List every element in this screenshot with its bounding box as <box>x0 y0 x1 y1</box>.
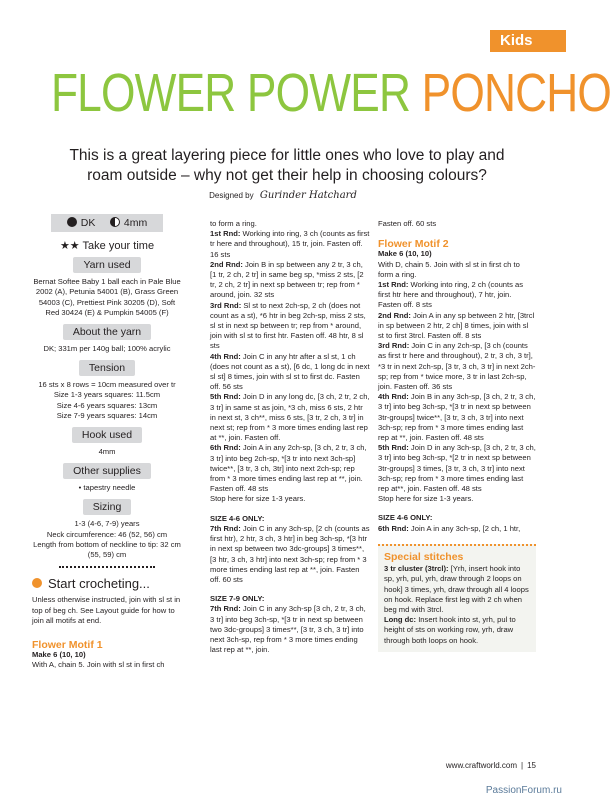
sizing-line: Neck circumference: 46 (52, 56) cm <box>46 529 168 539</box>
motif1-text: With A, chain 5. Join with sl st in first ch <box>32 660 165 670</box>
motif1-heading: Flower Motif 1 <box>32 639 103 652</box>
difficulty <box>32 241 182 251</box>
motif2-heading: Flower Motif 2 <box>378 238 449 251</box>
hook-size-icon <box>110 217 120 227</box>
footer-site: www.craftworld.com <box>445 761 518 770</box>
watermark: PassionForum.ru <box>485 785 562 796</box>
tension-line: Size 7-9 years squares: 14cm <box>56 410 158 420</box>
other-supplies-heading: Other supplies <box>63 463 151 479</box>
round-5: 5th Rnd: Join D in any long dc, [3 ch, 2 tr, 2 ch, 3 tr] in same st as join, *3 ch, miss 6 sts, 2 htr in next st, 3 ch**, miss 6 sts, [3 tr, 2 ch, 3 tr] in next st; rep from * 3 more times ending last rep at **, join. Fasten off. <box>210 392 370 443</box>
about-yarn-heading: About the yarn <box>63 324 151 340</box>
round-6-size-4-6: 6th Rnd: Join A in any 3ch-sp, [2 ch, 1 htr, <box>378 523 521 533</box>
tension-line: Size 1-3 years squares: 11.5cm <box>53 390 161 400</box>
other-supplies-text: • tapestry needle <box>78 483 136 493</box>
orange-dot-icon <box>32 578 42 588</box>
designer-signature: Gurinder Hatchard <box>259 190 357 201</box>
special-stitches-box <box>378 544 536 652</box>
text-line: to form a ring. <box>210 219 257 228</box>
sizing-line: Length from bottom of neckline to tip: 32 cm (55, 59) cm <box>33 539 181 560</box>
page-title <box>50 62 611 124</box>
hook-used-heading: Hook used <box>72 427 142 443</box>
yarn-weight-icon <box>67 217 77 227</box>
yarn-used-text: Bernat Softee Baby 1 ball each in Pale Blue 2002 (A), Petunia 54001 (B), Grass Green 54003 (C), Prettiest Pink 30205 (D), Soft Red 30424 (E) & Pumpkin 54005 (F) <box>33 277 181 317</box>
round-6: 6th Rnd: Join A in any 2ch-sp, [3 ch, 2 tr, 3 ch, 3 tr] into beg 2ch-sp, *[3 tr into next 3ch-sp] twice**, [3 tr, 3 ch, 3tr] into next 2ch-sp; rep from * 3 more times ending last rep at **, join. Fasten off. 48 sts <box>210 443 367 494</box>
title-part-green: FLOWER POWER <box>50 63 411 123</box>
size-7-9-heading: SIZE 7-9 ONLY: <box>210 594 265 604</box>
yarn-used-heading: Yarn used <box>73 257 140 273</box>
round-5: 5th Rnd: Join D in any 3ch-sp, [3 ch, 2 tr, 3 ch, 3 tr] into beg 3ch-sp, *[2 tr in next sp between 3tr-groups] 3 times, [3 tr, 3 ch, 3 tr] into next 3ch-sp; rep from * 3 more times ending last rep at**, join. Fasten off. 48 sts <box>378 443 536 494</box>
motif2-make: Make 6 (10, 10) <box>378 249 432 259</box>
hook-used-text: 4mm <box>98 447 116 457</box>
round-2: 2nd Rnd: Join B in sp between any 2 tr, 3 ch, [1 tr, 2 ch, 2 tr] in same beg sp, *miss 2 sts, [2 tr, 2 ch, 2 tr] in next sp between tr; rep from * around, join. 32 sts <box>210 259 364 300</box>
weight-hook-badge <box>51 214 164 232</box>
round-4: 4th Rnd: Join B in any 3ch-sp, [3 ch, 2 tr, 3 ch, 3 tr] into beg 3ch-sp, *[3 tr in next sp between 3tr-groups] twice**, [3 tr, 3 ch, 3 tr] into next 3ch-sp; rep from * 3 more times ending last rep at **, join. Fasten off. 48 sts <box>378 392 536 443</box>
special-stitch-3trcl: 3 tr cluster (3trcl): [Yrh, insert hook into sp, yrh, pul, yrh, draw through 2 loops on hook] 3 times, yrh, draw through all 4 loops on hook. Replace first leg with 2 ch when beg md with 3trcl. <box>384 564 529 614</box>
designed-by-label: Designed by <box>209 191 254 200</box>
sizing-line: 1-3 (4-6, 7-9) years <box>74 519 140 529</box>
round-4: 4th Rnd: Join C in any htr after a sl st, 1 ch (does not count as a st), [6 dc, 1 long dc in next sl st] 8 times, join with sl st to first dc. Fasten off. 56 sts <box>210 351 370 392</box>
title-part-orange: PONCHO <box>421 63 611 123</box>
star-icon: ★★ <box>59 240 80 252</box>
start-crocheting-heading: Start crocheting... <box>32 578 182 589</box>
round-3: 3rd Rnd: Join C in any 2ch-sp, [3 ch (counts as first tr here and throughout), 2 tr, 3 ch, 3 tr], *3 tr in next 2ch-sp, [3 tr, 3 ch, 3 tr] in next 2ch-sp; rep from * twice more, 3 tr in last 2ch-sp, join. Fasten off. 36 sts <box>378 341 536 392</box>
motif1-make: Make 6 (10, 10) <box>32 650 86 660</box>
stop-note: Stop here for size 1-3 years. <box>210 494 306 504</box>
yarn-weight: DK <box>80 217 96 229</box>
text-line: Fasten off. 60 sts <box>378 219 437 228</box>
round-3: 3rd Rnd: Sl st to next 2ch-sp, 2 ch (does not count as a st), *6 htr in beg 2ch-sp, miss 2 sts, sl st in next sp between tr; rep from * around, join with sl st to first htr. Fasten off. 48 htr, 8 sl sts <box>210 300 366 351</box>
column-motif1-rounds <box>210 219 370 655</box>
special-stitches-heading: Special stitches <box>384 550 464 563</box>
round-1: 1st Rnd: Working into ring, 2 ch (counts as first htr here and throughout), 7 htr, join. Fasten off. 8 sts <box>378 280 524 310</box>
tension-line: 16 sts x 8 rows = 10cm measured over tr <box>38 380 176 390</box>
column-motif2 <box>378 219 536 652</box>
round-7-size-7-9: 7th Rnd: Join C in any 3ch-sp [3 ch, 2 tr, 3 ch, 3 tr] into beg 3ch-sp, *[3 tr in next sp between two 3dc-groups] 3 times**, [3 tr, 3 ch, 3 tr] into next 3ch-sp, rep from * 3 more times ending last rep at **, join. <box>210 604 366 655</box>
start-text: Unless otherwise instructed, join with sl st in top of beg ch. See Layout guide for how to join all motifs at end. <box>32 595 181 625</box>
motif2-text: With D, chain 5. Join with sl st in first ch to form a ring. <box>378 259 520 279</box>
page-number: 15 <box>527 761 536 770</box>
stop-note: Stop here for size 1-3 years. <box>378 494 474 504</box>
tension-heading: Tension <box>79 360 135 376</box>
tension-line: Size 4-6 years squares: 13cm <box>56 400 158 410</box>
sizing-heading: Sizing <box>83 499 132 515</box>
special-stitch-long-dc: Long dc: Insert hook into st, yrh, pul to height of sts on working row, yrh, draw through both loops on hook. <box>384 615 516 645</box>
round-2: 2nd Rnd: Join A in any sp between 2 htr, [3trcl in sp between 2 htr, 2 ch] 8 times, join with sl st to first 3trcl. Fasten off. 8 sts <box>378 310 535 341</box>
round-1: 1st Rnd: Working into ring, 3 ch (counts as first tr here and throughout), 15 tr, join. Fasten off. 16 sts <box>210 229 370 259</box>
page-footer: www.craftworld.com | 15 <box>445 761 536 770</box>
section-tab-kids: Kids <box>490 30 566 52</box>
dotted-divider <box>59 566 155 568</box>
round-7-size-4-6: 7th Rnd: Join C in any 3ch-sp, [2 ch (counts as first htr), 2 htr, 3 ch, 3 htr] in beg 3ch-sp, *[3 htr in next sp between two 3dc-groups] 3 times**, [3 htr, 3 ch, 3 htr] into next 3ch-sp; rep from * 3 more times ending last rep at **, join. Fasten off. 60 sts <box>210 523 370 584</box>
difficulty-label: Take your time <box>82 240 155 252</box>
about-yarn-text: DK; 331m per 140g ball; 100% acrylic <box>43 344 171 354</box>
size-4-6-heading: SIZE 4-6 ONLY: <box>210 513 265 523</box>
intro-text: This is a great layering piece for little ones who love to play and roam outside – why not get their help in choosing colours? <box>69 147 505 184</box>
hook-size: 4mm <box>123 217 148 229</box>
column-info <box>32 214 182 671</box>
byline <box>0 190 566 201</box>
size-4-6-heading: SIZE 4-6 ONLY: <box>378 513 433 523</box>
